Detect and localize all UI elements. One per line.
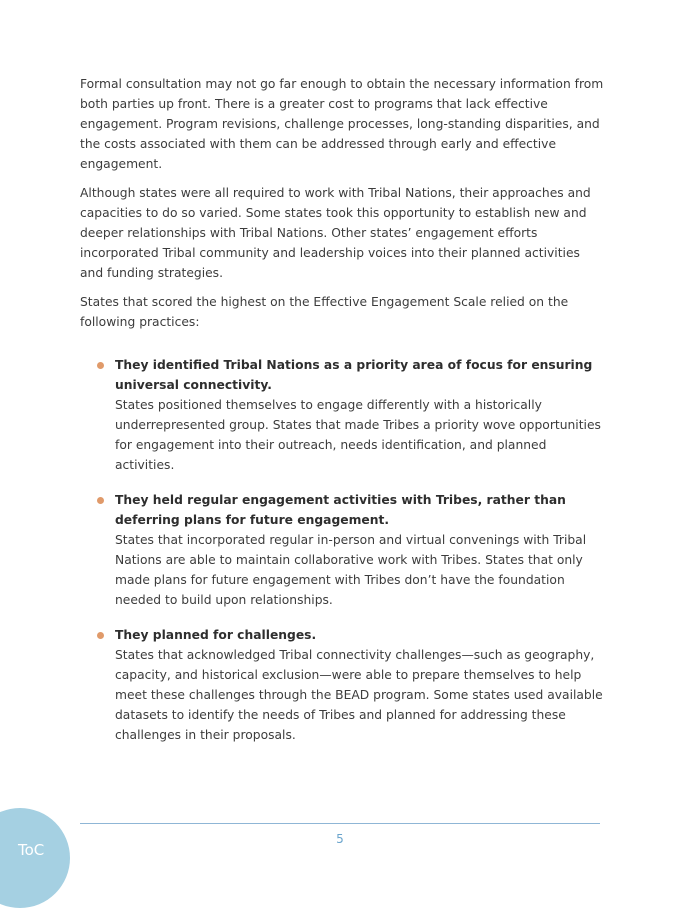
practice-description: States positioned themselves to engage differently with a historically underrepresented group. States that made Tribes a priority wove opportunities for engagement into their outreach, needs identification, and planned activities. <box>115 398 601 472</box>
bullet-dot-icon <box>97 497 104 504</box>
practice-description: States that incorporated regular in-person and virtual convenings with Tribal Nations are able to maintain collaborative work with Tribes. States that only made plans for future engagement with Tribes don’t have the foundation needed to build upon relationships. <box>115 533 587 607</box>
practice-item <box>80 625 605 745</box>
practice-description: States that acknowledged Tribal connectivity challenges—such as geography, capacity, and historical exclusion—were able to prepare themselves to help meet these challenges through the BEAD program. Some states used available datasets to identify the needs of Tribes and planned for addressing these challenges in their proposals. <box>115 648 603 742</box>
body-paragraph: Formal consultation may not go far enough to obtain the necessary information from both parties up front. There is a greater cost to programs that lack effective engagement. Program revisions, challenge processes, long-standing disparities, and the costs associated with them can be addressed through early and effective engagement. <box>80 77 604 171</box>
page-number: 5 <box>336 832 344 846</box>
table-of-contents-label[interactable]: ToC <box>18 841 45 859</box>
practice-item <box>80 490 605 610</box>
footer-divider <box>80 823 600 824</box>
bullet-dot-icon <box>97 632 104 639</box>
practice-title: They planned for challenges. <box>115 628 317 642</box>
body-paragraph: States that scored the highest on the Effective Engagement Scale relied on the following practices: <box>80 295 569 329</box>
practices-list <box>80 355 605 745</box>
bullet-dot-icon <box>97 362 104 369</box>
practice-title: They held regular engagement activities with Tribes, rather than deferring plans for future engagement. <box>115 493 566 527</box>
body-paragraph: Although states were all required to work with Tribal Nations, their approaches and capacities to do so varied. Some states took this opportunity to establish new and deeper relationships with Tribal Nations. Other states’ engagement efforts incorporated Tribal community and leadership voices into their planned activities and funding strategies. <box>80 186 591 280</box>
practice-item <box>80 355 605 475</box>
document-body <box>80 74 605 760</box>
practice-title: They identified Tribal Nations as a priority area of focus for ensuring universal connectivity. <box>115 358 593 392</box>
